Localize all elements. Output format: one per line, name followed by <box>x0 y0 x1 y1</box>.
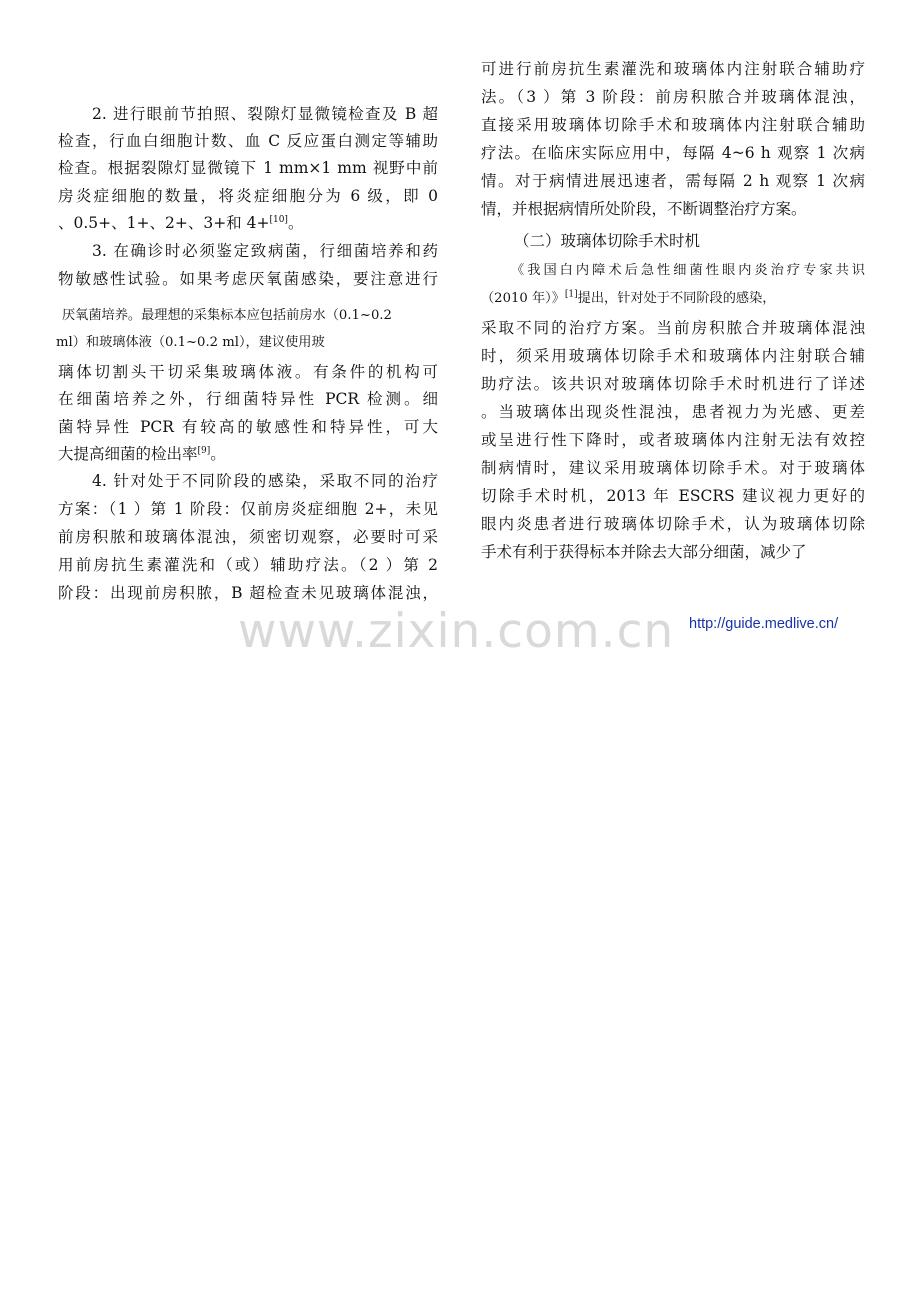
p3-line-8 <box>58 444 226 464</box>
r-body-line-6: 制病情时，建议采用玻璃体切除手术。对于玻璃体 <box>481 459 865 477</box>
p2-line-2: 检查，行血白细胞计数、血 C 反应蛋白测定等辅助 <box>58 132 438 150</box>
p4-line-5: 阶段：出现前房积脓，B 超检查未见玻璃体混浊， <box>58 584 438 602</box>
p2-line-5 <box>58 213 303 233</box>
p3-citation: [9] <box>197 445 211 456</box>
p2-line-1: 2. 进行眼前节拍照、裂隙灯显微镜检查及 B 超 <box>92 105 438 123</box>
p3-line-4: ml）和玻璃体液（0.1~0.2 ml），建议使用玻 <box>56 335 325 350</box>
section-heading: （二）玻璃体切除手术时机 <box>514 232 701 250</box>
consensus-line-2-text: 提出，针对处于不同阶段的感染， <box>577 291 776 306</box>
r-body-line-5: 或呈进行性下降时，或者玻璃体内注射无法有效控 <box>481 431 865 449</box>
r-body-line-4: 。当玻璃体出现炎性混浊，患者视力为光感、更差 <box>481 403 865 421</box>
watermark-text: www.zixin.com.cn <box>238 604 675 659</box>
p2-line-5-text: 、0.5+、1+、2+、3+和 4+ <box>58 214 270 232</box>
p3-line-7: 菌特异性 PCR 有较高的敏感性和特异性，可大 <box>58 418 438 436</box>
p2-line-3: 检查。根据裂隙灯显微镜下 1 mm×1 mm 视野中前 <box>58 159 438 177</box>
r-cont-line-2: 法。（3 ）第 3 阶段：前房积脓合并玻璃体混浊， <box>481 88 865 106</box>
r-cont-line-4: 疗法。在临床实际应用中，每隔 4~6 h 观察 1 次病 <box>481 144 865 162</box>
r-body-line-2: 时，须采用玻璃体切除手术和玻璃体内注射联合辅 <box>481 347 865 365</box>
consensus-line-2 <box>481 289 775 309</box>
p3-line-3: 厌氧菌培养。最理想的采集标本应包括前房水（0.1~0.2 <box>62 308 392 323</box>
r-cont-line-3: 直接采用玻璃体切除手术和玻璃体内注射联合辅助 <box>481 116 865 134</box>
p2-line-4: 房炎症细胞的数量，将炎症细胞分为 6 级，即 0 <box>58 187 438 205</box>
p2-citation: [10] <box>269 214 288 225</box>
r-body-line-1: 采取不同的治疗方案。当前房积脓合并玻璃体混浊 <box>481 319 865 337</box>
p3-line-5: 璃体切割头干切采集玻璃体液。有条件的机构可 <box>58 363 438 381</box>
r-body-line-9: 手术有利于获得标本并除去大部分细菌，减少了 <box>481 543 807 561</box>
p4-line-3: 前房积脓和玻璃体混浊，须密切观察，必要时可采 <box>58 528 438 546</box>
p3-line-2: 物敏感性试验。如果考虑厌氧菌感染，要注意进行 <box>58 270 438 288</box>
r-cont-line-5: 情。对于病情进展迅速者，需每隔 2 h 观察 1 次病 <box>481 172 865 190</box>
p3-line-1: 3. 在确诊时必须鉴定致病菌，行细菌培养和药 <box>92 242 438 260</box>
r-cont-line-1: 可进行前房抗生素灌洗和玻璃体内注射联合辅助疗 <box>481 60 865 78</box>
r-body-line-8: 眼内炎患者进行玻璃体切除手术，认为玻璃体切除 <box>481 515 865 533</box>
r-body-line-7: 切除手术时机，2013 年 ESCRS 建议视力更好的 <box>481 487 865 505</box>
p4-line-1: 4. 针对处于不同阶段的感染，采取不同的治疗 <box>92 472 438 490</box>
p3-line-8-text: 大提高细菌的检出率 <box>58 445 198 463</box>
p2-end: 。 <box>287 214 304 232</box>
p4-line-2: 方案：（1 ）第 1 阶段：仅前房炎症细胞 2+，未见 <box>58 500 438 518</box>
consensus-citation: [1] <box>564 289 578 300</box>
p3-line-6: 在细菌培养之外，行细菌特异性 PCR 检测。细 <box>58 390 438 408</box>
consensus-line-1: 《我国白内障术后急性细菌性眼内炎治疗专家共识 <box>511 263 865 278</box>
source-link[interactable]: http://guide.medlive.cn/ <box>689 616 839 632</box>
consensus-title-end: （2010 年）》 <box>481 291 565 306</box>
r-cont-line-6: 情，并根据病情所处阶段，不断调整治疗方案。 <box>481 200 807 218</box>
r-body-line-3: 助疗法。该共识对玻璃体切除手术时机进行了详述 <box>481 375 865 393</box>
p3-end: 。 <box>210 445 226 463</box>
p4-line-4: 用前房抗生素灌洗和（或）辅助疗法。（2 ）第 2 <box>58 556 438 574</box>
